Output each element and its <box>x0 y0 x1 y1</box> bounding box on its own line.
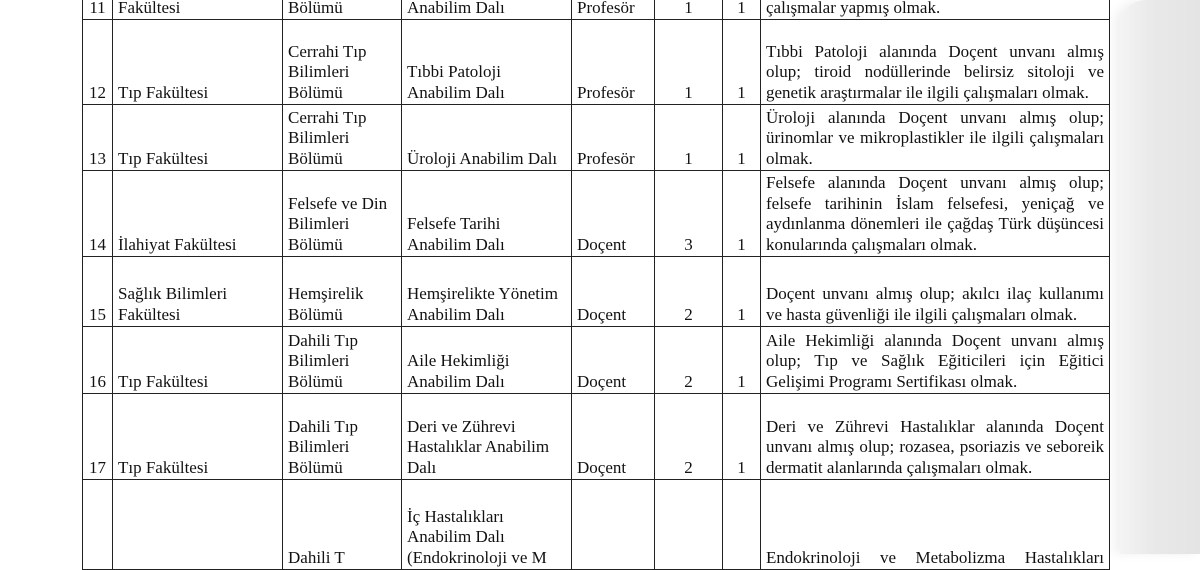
faculty-cell: İlahiyat Fakültesi <box>113 171 283 257</box>
title-cell: Doçent <box>572 257 655 327</box>
count-a-cell: 2 <box>655 327 723 394</box>
department-cell: Felsefe ve Din Bilimleri Bölümü <box>283 171 402 257</box>
table-row <box>83 0 1110 20</box>
department-cell: Bölümü <box>283 0 402 20</box>
table-row <box>83 105 1110 171</box>
requirement-cell: çalışmalar yapmış olmak. <box>761 0 1110 20</box>
count-b-cell: 1 <box>723 394 761 480</box>
division-cell: Tıbbi Patoloji Anabilim Dalı <box>402 20 572 105</box>
division-cell: Deri ve Zührevi Hastalıklar Anabilim Dalı <box>402 394 572 480</box>
faculty-cell: Sağlık Bilimleri Fakültesi <box>113 257 283 327</box>
row-number: 12 <box>83 20 113 105</box>
requirement-cell: Felsefe alanında Doçent unvanı almış olup; felsefe tarihinin İslam felsefesi, yeniçağ ve aydınlanma dönemleri ile çağdaş Türk düşüncesi konularında çalışmaları olmak. <box>761 171 1110 257</box>
row-number: 11 <box>83 0 113 20</box>
table-row <box>83 480 1110 570</box>
page-edge-shadow <box>1120 0 1200 554</box>
department-cell: Dahili Tıp Bilimleri Bölümü <box>283 394 402 480</box>
count-a-cell: 3 <box>655 171 723 257</box>
count-a-cell <box>655 480 723 570</box>
count-b-cell: 1 <box>723 257 761 327</box>
faculty-cell: Tıp Fakültesi <box>113 394 283 480</box>
count-b-cell: 1 <box>723 171 761 257</box>
table-row <box>83 257 1110 327</box>
requirement-cell: Endokrinoloji ve Metabolizma Hastalıkları <box>761 480 1110 570</box>
department-cell: Cerrahi Tıp Bilimleri Bölümü <box>283 105 402 171</box>
title-cell: Profesör <box>572 105 655 171</box>
row-number: 14 <box>83 171 113 257</box>
faculty-cell: Tıp Fakültesi <box>113 327 283 394</box>
faculty-cell: Tıp Fakültesi <box>113 105 283 171</box>
count-b-cell <box>723 480 761 570</box>
requirement-cell: Tıbbi Patoloji alanında Doçent unvanı almış olup; tiroid nodüllerinde belirsiz sitoloji ve genetik araştırmalar ile ilgili çalışmaları olmak. <box>761 20 1110 105</box>
department-cell: Dahili T <box>283 480 402 570</box>
requirement-cell: Deri ve Zührevi Hastalıklar alanında Doçent unvanı almış olup; rozasea, psoriazis ve seboreik dermatit alanlarında çalışmaları olmak. <box>761 394 1110 480</box>
title-cell: Doçent <box>572 171 655 257</box>
division-cell: Anabilim Dalı <box>402 0 572 20</box>
department-cell: Cerrahi Tıp Bilimleri Bölümü <box>283 20 402 105</box>
title-cell <box>572 480 655 570</box>
faculty-cell <box>113 480 283 570</box>
table-row <box>83 327 1110 394</box>
title-cell: Doçent <box>572 327 655 394</box>
table-row <box>83 20 1110 105</box>
row-number: 16 <box>83 327 113 394</box>
count-a-cell: 1 <box>655 105 723 171</box>
row-number: 17 <box>83 394 113 480</box>
requirement-cell: Üroloji alanında Doçent unvanı almış olup; ürinomlar ve mikroplastikler ile ilgili çalışmaları olmak. <box>761 105 1110 171</box>
faculty-cell: Fakültesi <box>113 0 283 20</box>
title-cell: Doçent <box>572 394 655 480</box>
department-cell: Hemşirelik Bölümü <box>283 257 402 327</box>
positions-table <box>82 0 1110 570</box>
department-cell: Dahili Tıp Bilimleri Bölümü <box>283 327 402 394</box>
count-b-cell: 1 <box>723 20 761 105</box>
count-a-cell: 1 <box>655 0 723 20</box>
division-cell: Aile Hekimliği Anabilim Dalı <box>402 327 572 394</box>
title-cell: Profesör <box>572 0 655 20</box>
count-a-cell: 2 <box>655 394 723 480</box>
requirement-cell: Aile Hekimliği alanında Doçent unvanı almış olup; Tıp ve Sağlık Eğiticileri için Eğitici Gelişimi Programı Sertifikası olmak. <box>761 327 1110 394</box>
division-cell: Üroloji Anabilim Dalı <box>402 105 572 171</box>
count-a-cell: 2 <box>655 257 723 327</box>
count-a-cell: 1 <box>655 20 723 105</box>
count-b-cell: 1 <box>723 0 761 20</box>
row-number <box>83 480 113 570</box>
count-b-cell: 1 <box>723 327 761 394</box>
table-row <box>83 394 1110 480</box>
requirement-cell: Doçent unvanı almış olup; akılcı ilaç kullanımı ve hasta güvenliği ile ilgili çalışmaları olmak. <box>761 257 1110 327</box>
faculty-cell: Tıp Fakültesi <box>113 20 283 105</box>
division-cell: Felsefe Tarihi Anabilim Dalı <box>402 171 572 257</box>
division-cell: Hemşirelikte Yönetim Anabilim Dalı <box>402 257 572 327</box>
row-number: 13 <box>83 105 113 171</box>
count-b-cell: 1 <box>723 105 761 171</box>
title-cell: Profesör <box>572 20 655 105</box>
table-row <box>83 171 1110 257</box>
division-cell: İç Hastalıkları Anabilim Dalı (Endokrinoloji ve M <box>402 480 572 570</box>
row-number: 15 <box>83 257 113 327</box>
